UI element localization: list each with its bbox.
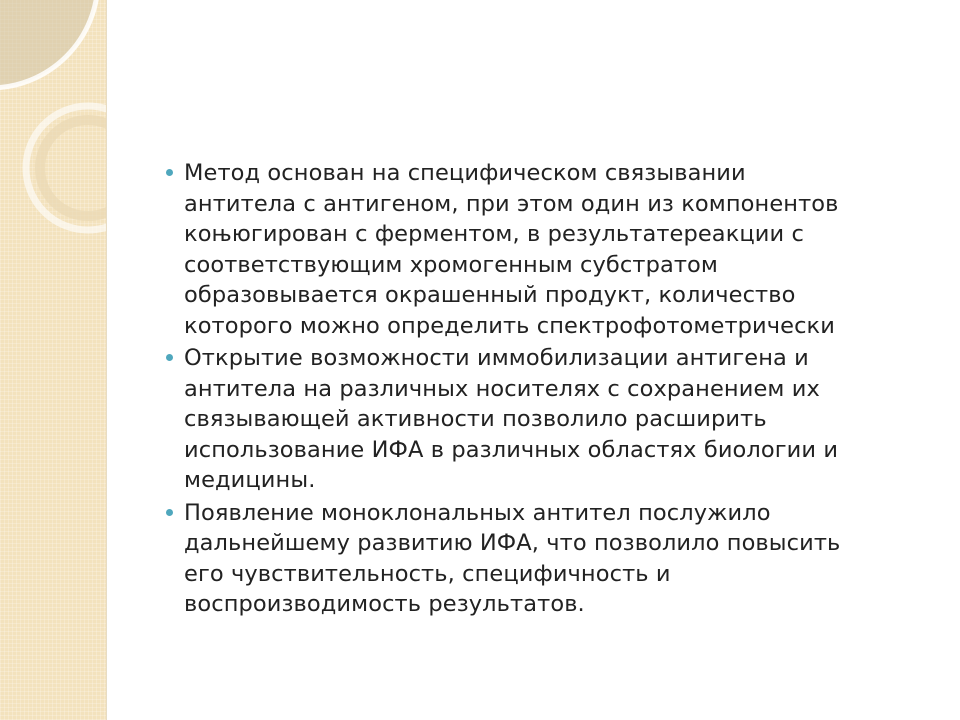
bullet-line: его чувствительность, специфичность и (184, 560, 671, 587)
bullet-line: Открытие возможности иммобилизации антигена и (184, 345, 809, 371)
decor-ring-inner (40, 120, 106, 216)
bullet-line: медицины. (184, 467, 316, 493)
bullet-line: соответствующим хромогенным субстратом (184, 251, 718, 278)
bullet-line: дальнейшему развитию ИФА, что позволило повысить (184, 530, 841, 556)
bullet-line: Появление моноклональных антител послужило (184, 499, 771, 526)
bullet-text (184, 343, 926, 496)
bullet-text (184, 158, 926, 341)
decorative-side-panel (0, 0, 106, 720)
bullet-line: антитела на различных носителях с сохранением их (184, 375, 820, 402)
bullet-line: антитела с антигеном, при этом один из компонентов (184, 190, 839, 217)
bullet-line: образовывается окрашенный продукт, количество (184, 282, 796, 308)
bullet-line: связывающей активности позволило расширить (184, 406, 767, 432)
bullet-dot-icon (166, 354, 173, 361)
decor-filled-circle (0, 0, 98, 88)
bullet-line: использование ИФА в различных областях биологии и (184, 436, 839, 463)
bullet-line: воспроизводимость результатов. (184, 591, 585, 617)
bullet-dot-icon (166, 509, 173, 516)
side-panel-edge (106, 0, 107, 720)
decorative-rings (0, 0, 106, 720)
bullet-list (166, 158, 926, 622)
bullet-line: которого можно определить спектрофотометрически (184, 312, 835, 339)
bullet-item-2 (166, 343, 926, 496)
bullet-text (184, 498, 926, 620)
bullet-dot-icon (166, 169, 173, 176)
bullet-item-3 (166, 498, 926, 620)
bullet-line: коњюгирован с ферментом, в результатереакции с (184, 221, 804, 247)
bullet-item-1 (166, 158, 926, 341)
bullet-line: Метод основан на специфическом связывании (184, 160, 746, 186)
